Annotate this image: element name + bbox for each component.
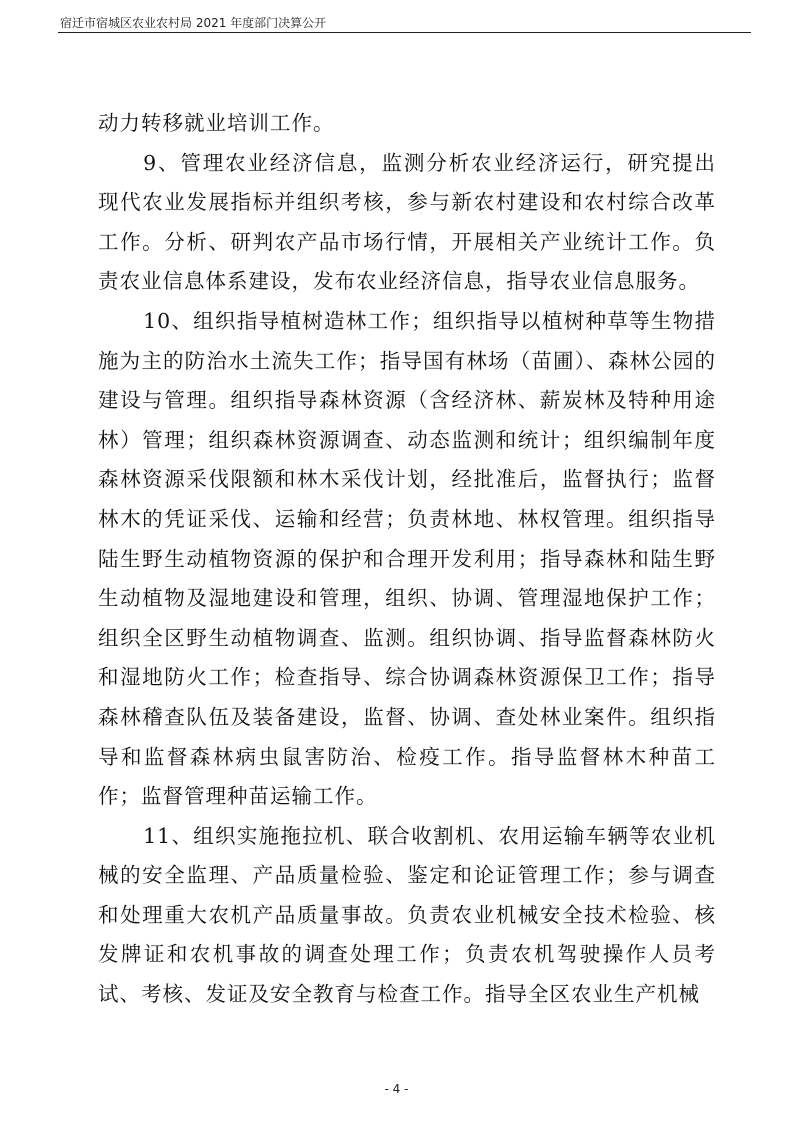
- document-body: [98, 104, 716, 1015]
- header-divider: [58, 32, 751, 33]
- paragraph-item-11: 11、组织实施拖拉机、联合收割机、农用运输车辆等农业机械的安全监理、产品质量检验、鉴定和论证管理工作；参与调查和处理重大农机产品质量事故。负责农业机械安全技术检验、核发牌证和农机事故的调查处理工作；负责农机驾驶操作人员考试、考核、发证及安全教育与检查工作。指导全区农业生产机械: [98, 823, 716, 1007]
- paragraph-item-10: 10、组织指导植树造林工作；组织指导以植树种草等生物措施为主的防治水土流失工作；指导国有林场（苗圃）、森林公园的建设与管理。组织指导森林资源（含经济林、薪炭林及特种用途林）管理；组织森林资源调查、动态监测和统计；组织编制年度森林资源采伐限额和林木采伐计划，经批准后，监督执行；监督林木的凭证采伐、运输和经营；负责林地、林权管理。组织指导陆生野生动植物资源的保护和合理开发利用；指导森林和陆生野生动植物及湿地建设和管理，组织、协调、管理湿地保护工作；组织全区野生动植物调查、监测。组织协调、指导监督森林防火和湿地防火工作；检查指导、综合协调森林资源保卫工作；指导森林稽查队伍及装备建设，监督、协调、查处林业案件。组织指导和监督森林病虫鼠害防治、检疫工作。指导监督林木种苗工作；监督管理种苗运输工作。: [98, 308, 716, 809]
- page-number: - 4 -: [384, 1082, 409, 1096]
- paragraph-continuation: 动力转移就业培训工作。: [98, 111, 335, 135]
- paragraph-item-9: 9、管理农业经济信息，监测分析农业经济运行，研究提出现代农业发展指标并组织考核，参与新农村建设和农村综合改革工作。分析、研判农产品市场行情，开展相关产业统计工作。负责农业信息体系建设，发布农业经济信息，指导农业信息服务。: [98, 150, 716, 294]
- document-header: 宿迁市宿城区农业农村局 2021 年度部门决算公开: [60, 16, 327, 30]
